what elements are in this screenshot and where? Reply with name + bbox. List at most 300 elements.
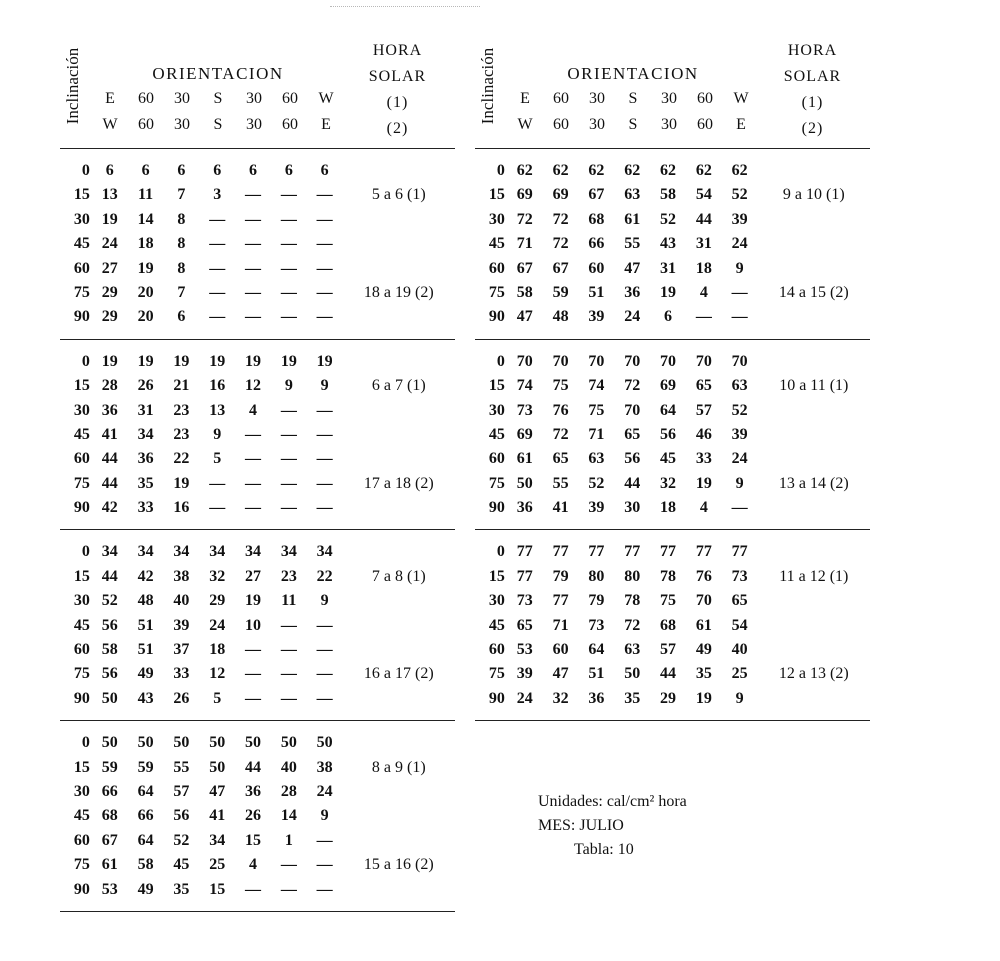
value-cell: 23 — [280, 567, 297, 585]
value-cell: 76 — [552, 401, 569, 419]
value-cell: — — [280, 235, 297, 253]
inclination-cell: 30 — [73, 401, 90, 419]
orientation-row-top — [92, 90, 344, 108]
inclination-cell: 45 — [73, 235, 90, 253]
value-cell: 71 — [516, 235, 533, 253]
value-cell: 70 — [695, 592, 712, 610]
value-cell: — — [316, 283, 333, 301]
value-cell: 70 — [695, 352, 712, 370]
dir-cell: 60 — [697, 116, 713, 133]
value-cell: 44 — [101, 450, 118, 468]
value-cell: 70 — [660, 352, 676, 370]
table-row — [60, 399, 455, 423]
value-cell: 18 — [695, 259, 712, 277]
value-cell: — — [245, 186, 261, 204]
value-cell: — — [245, 259, 261, 277]
table-row — [475, 638, 870, 662]
value-cell: 52 — [173, 831, 190, 849]
hora-solar-cell — [758, 447, 870, 471]
value-cell: 51 — [588, 665, 605, 683]
value-cell: — — [245, 665, 261, 683]
value-cell: 45 — [660, 450, 676, 468]
table-row — [475, 374, 870, 398]
table-block — [60, 721, 455, 911]
value-cell: 62 — [731, 162, 748, 179]
hora-solar-cell — [758, 159, 870, 183]
inclination-cell: 45 — [488, 616, 505, 634]
left-blocks — [60, 149, 455, 912]
dir-cell: E — [736, 116, 746, 133]
value-cell: 48 — [137, 592, 154, 610]
value-cell: 25 — [731, 665, 748, 683]
inclination-cell: 75 — [73, 665, 90, 683]
value-cell: — — [209, 235, 226, 253]
value-cell: 36 — [624, 283, 641, 301]
hora-solar-cell — [343, 257, 455, 281]
right-header — [475, 30, 870, 148]
value-cell: 11 — [138, 186, 154, 204]
value-cell: 6 — [249, 162, 257, 179]
inclination-cell: 0 — [81, 352, 90, 370]
value-cell: 77 — [660, 543, 676, 561]
value-cell: 80 — [624, 567, 641, 585]
value-cell: 6 — [141, 162, 150, 179]
dir-cell: S — [628, 90, 638, 107]
value-cell: 34 — [137, 543, 154, 561]
inclination-cell: 0 — [81, 734, 90, 752]
value-cell: 68 — [588, 210, 605, 228]
value-cells — [507, 232, 758, 256]
value-cell: — — [245, 235, 261, 253]
value-cell: — — [280, 856, 297, 874]
value-cell: 69 — [660, 377, 676, 395]
value-cell: 61 — [516, 450, 533, 468]
value-cell: 37 — [173, 641, 190, 659]
inclination-cell: 15 — [73, 758, 90, 776]
inclination-cell: 90 — [73, 308, 90, 326]
value-cell: 35 — [173, 880, 190, 898]
hora-solar-cell — [758, 208, 870, 232]
inclination-cell: 30 — [73, 592, 90, 610]
value-cell: 27 — [101, 259, 118, 277]
right-table — [475, 30, 870, 721]
orientation-heading: ORIENTACION — [567, 64, 699, 83]
value-cell: 65 — [552, 450, 569, 468]
right-blocks — [475, 149, 870, 721]
dir-cell: 30 — [589, 116, 605, 133]
value-cell: — — [280, 210, 297, 228]
value-cell: 19 — [316, 352, 333, 370]
value-cell: 72 — [552, 235, 569, 253]
block-rule — [60, 911, 455, 912]
value-cell: 52 — [731, 401, 748, 419]
value-cell: — — [316, 499, 333, 517]
value-cell: 75 — [588, 401, 605, 419]
value-cell: 31 — [695, 235, 712, 253]
table-row — [60, 305, 455, 329]
value-cell: 9 — [320, 807, 329, 825]
value-cell: 63 — [731, 377, 748, 395]
value-cell: — — [245, 283, 261, 301]
value-cell: 79 — [588, 592, 605, 610]
inclination-cell: 45 — [73, 425, 90, 443]
inclination-cell: 60 — [73, 259, 90, 277]
value-cell: 9 — [735, 259, 744, 277]
value-cell: 4 — [249, 856, 257, 874]
value-cell: 65 — [731, 592, 748, 610]
value-cells — [92, 350, 343, 374]
value-cell: 39 — [516, 665, 533, 683]
hora-solar-cell — [343, 589, 455, 613]
hora-solar-cell: 6 a 7 (1) — [371, 377, 426, 395]
dir-cell: 30 — [661, 90, 677, 107]
value-cell: 65 — [695, 377, 712, 395]
value-cell: 39 — [731, 210, 748, 228]
value-cell: 73 — [731, 567, 748, 585]
inclination-cell: 15 — [488, 567, 505, 585]
value-cell: 1 — [284, 831, 293, 849]
hora-solar-cell: 11 a 12 (1) — [779, 567, 849, 585]
inclination-cell: 90 — [488, 308, 505, 326]
value-cell: — — [316, 880, 333, 898]
value-cell: 50 — [280, 734, 297, 752]
value-cell: 6 — [320, 162, 329, 179]
value-cell: 74 — [588, 377, 605, 395]
value-cell: 77 — [516, 543, 533, 561]
inclination-cell: 30 — [73, 782, 90, 800]
value-cell: 13 — [209, 401, 226, 419]
value-cell: — — [280, 259, 297, 277]
value-cell: 19 — [695, 474, 712, 492]
value-cell: — — [280, 401, 297, 419]
inclination-cell: 75 — [488, 283, 505, 301]
value-cell: 30 — [624, 499, 641, 517]
dir-cell: E — [520, 90, 530, 107]
value-cells — [92, 614, 343, 638]
value-cell: 61 — [101, 856, 118, 874]
value-cell: 50 — [173, 734, 190, 752]
value-cell: 71 — [552, 616, 569, 634]
dir-cell: 30 — [174, 116, 190, 133]
value-cell: 4 — [699, 499, 708, 517]
table-row — [475, 589, 870, 613]
value-cell: 65 — [624, 425, 641, 443]
dir-cell: 60 — [282, 90, 298, 107]
value-cell: — — [316, 641, 333, 659]
value-cells — [92, 472, 343, 496]
value-cell: 54 — [731, 616, 748, 634]
value-cell: 60 — [552, 641, 569, 659]
value-cell: 27 — [245, 567, 261, 585]
hora-solar-cell — [758, 496, 870, 520]
hora-solar-cell: 10 a 11 (1) — [779, 377, 849, 395]
inclination-cell: 90 — [488, 499, 505, 517]
value-cells — [92, 374, 343, 398]
value-cell: 63 — [588, 450, 605, 468]
hora-solar-cell: 5 a 6 (1) — [371, 186, 426, 204]
hora-solar-cell — [758, 232, 870, 256]
value-cell: — — [316, 450, 333, 468]
table-row — [60, 281, 455, 305]
table-row — [60, 232, 455, 256]
table-row — [475, 687, 870, 711]
inclination-cell: 45 — [488, 425, 505, 443]
value-cell: 56 — [624, 450, 641, 468]
hora-solar-cell — [758, 540, 870, 564]
value-cell: 55 — [552, 474, 569, 492]
value-cell: 4 — [699, 283, 708, 301]
value-cells — [507, 423, 758, 447]
value-cells — [507, 399, 758, 423]
value-cell: 77 — [552, 592, 569, 610]
value-cell: 77 — [516, 567, 533, 585]
value-cell: 50 — [209, 758, 226, 776]
table-row — [60, 638, 455, 662]
table-row — [60, 565, 455, 589]
table-row — [60, 472, 455, 496]
value-cell: — — [280, 474, 297, 492]
value-cell: 77 — [695, 543, 712, 561]
inclination-cell: 15 — [73, 186, 90, 204]
value-cell: 50 — [516, 474, 533, 492]
value-cell: 47 — [209, 782, 226, 800]
value-cell: 6 — [105, 162, 114, 179]
value-cell: 9 — [735, 474, 744, 492]
dir-cell: 30 — [589, 90, 605, 107]
value-cell: 20 — [137, 283, 154, 301]
value-cells — [92, 589, 343, 613]
value-cell: 57 — [173, 782, 190, 800]
table-block — [475, 530, 870, 720]
hora-solar-cell — [758, 589, 870, 613]
table-row — [60, 687, 455, 711]
value-cell: 18 — [660, 499, 676, 517]
value-cell: 44 — [101, 567, 118, 585]
value-cell: — — [731, 283, 748, 301]
value-cell: 50 — [316, 734, 333, 752]
table-row — [475, 540, 870, 564]
table-row — [475, 159, 870, 183]
value-cell: 51 — [588, 283, 605, 301]
inclination-cell: 30 — [73, 210, 90, 228]
value-cell: 52 — [731, 186, 748, 204]
value-cells — [92, 638, 343, 662]
value-cells — [92, 780, 343, 804]
value-cell: 69 — [552, 186, 569, 204]
value-cell: 70 — [731, 352, 748, 370]
dir-cell: 60 — [553, 90, 569, 107]
value-cells — [507, 614, 758, 638]
table-row — [475, 614, 870, 638]
value-cells — [92, 423, 343, 447]
value-cell: 38 — [173, 567, 190, 585]
dir-cell: S — [213, 116, 223, 133]
dir-cell: W — [733, 90, 749, 107]
table-row — [60, 540, 455, 564]
hora-solar-cell — [758, 399, 870, 423]
dir-cell: 60 — [282, 116, 298, 133]
value-cell: 50 — [624, 665, 641, 683]
value-cell: 29 — [101, 308, 118, 326]
value-cell: 41 — [101, 425, 118, 443]
hora-solar-cell — [343, 496, 455, 520]
hora-solar-cell — [343, 687, 455, 711]
value-cell: 25 — [209, 856, 226, 874]
hora-solar-cell: 9 a 10 (1) — [782, 186, 845, 204]
value-cell: 72 — [624, 616, 641, 634]
table-row — [60, 208, 455, 232]
table-row — [60, 350, 455, 374]
table-row — [475, 305, 870, 329]
inclination-cell: 60 — [488, 259, 505, 277]
inclination-cell: 45 — [73, 616, 90, 634]
value-cell: — — [209, 210, 226, 228]
dir-cell: 30 — [661, 116, 677, 133]
value-cell: 40 — [731, 641, 748, 659]
value-cell: 20 — [137, 308, 154, 326]
value-cell: 62 — [695, 162, 712, 179]
value-cell: 58 — [660, 186, 676, 204]
value-cell: 50 — [101, 689, 118, 707]
value-cell: 36 — [245, 782, 261, 800]
value-cells — [92, 687, 343, 711]
value-cell: 47 — [552, 665, 569, 683]
inclination-cell: 30 — [488, 210, 505, 228]
value-cells — [507, 662, 758, 686]
orientation-row-bottom — [507, 116, 759, 134]
value-cells — [507, 257, 758, 281]
value-cell: 70 — [588, 352, 605, 370]
value-cell: 35 — [137, 474, 154, 492]
value-cells — [92, 756, 343, 780]
value-cell: 28 — [101, 377, 118, 395]
value-cell: — — [245, 880, 261, 898]
table-row — [60, 159, 455, 183]
hora-solar-cell — [343, 878, 455, 902]
value-cell: — — [209, 283, 226, 301]
dir-cell: E — [321, 116, 331, 133]
value-cell: 72 — [624, 377, 641, 395]
inclination-cell: 60 — [488, 450, 505, 468]
hora-solar-cell — [758, 423, 870, 447]
dir-cell: 30 — [246, 116, 262, 133]
inclination-cell: 60 — [73, 450, 90, 468]
hora-solar-cell — [343, 399, 455, 423]
value-cell: 78 — [660, 567, 676, 585]
hora-solar-cell — [758, 305, 870, 329]
value-cell: 44 — [245, 758, 261, 776]
value-cell: 36 — [137, 450, 154, 468]
value-cell: — — [245, 499, 261, 517]
value-cells — [92, 159, 343, 183]
inclination-cell: 60 — [73, 831, 90, 849]
value-cell: 72 — [552, 425, 569, 443]
inclination-cell: 30 — [488, 592, 505, 610]
value-cell: 6 — [664, 308, 672, 326]
value-cell: — — [280, 641, 297, 659]
value-cells — [507, 281, 758, 305]
value-cells — [507, 638, 758, 662]
value-cell: 75 — [552, 377, 569, 395]
value-cells — [92, 399, 343, 423]
value-cell: 51 — [137, 616, 154, 634]
dir-cell: 60 — [697, 90, 713, 107]
value-cell: 35 — [624, 689, 641, 707]
value-cell: — — [316, 856, 333, 874]
value-cell: 69 — [516, 425, 533, 443]
value-cell: — — [316, 616, 333, 634]
value-cell: 24 — [516, 689, 533, 707]
hora-solar-cell — [343, 540, 455, 564]
value-cells — [507, 447, 758, 471]
inclination-cell: 45 — [488, 235, 505, 253]
value-cells — [507, 183, 758, 207]
value-cell: 66 — [137, 807, 154, 825]
value-cell: 43 — [137, 689, 154, 707]
value-cell: 19 — [173, 474, 190, 492]
value-cell: — — [695, 308, 712, 326]
value-cell: 75 — [660, 592, 676, 610]
value-cell: 39 — [731, 425, 748, 443]
value-cells — [507, 540, 758, 564]
value-cell: 62 — [552, 162, 569, 179]
value-cell: 42 — [137, 567, 154, 585]
value-cell: 53 — [101, 880, 118, 898]
value-cell: 50 — [137, 734, 154, 752]
value-cell: 24 — [101, 235, 118, 253]
value-cell: 24 — [731, 450, 748, 468]
inclination-cell: 0 — [496, 352, 505, 370]
value-cell: 50 — [209, 734, 226, 752]
value-cell: 18 — [209, 641, 226, 659]
value-cell: 32 — [209, 567, 226, 585]
value-cells — [507, 565, 758, 589]
value-cell: 34 — [245, 543, 261, 561]
value-cell: 29 — [660, 689, 676, 707]
value-cell: 63 — [624, 186, 641, 204]
value-cell: — — [209, 308, 226, 326]
inclination-cell: 60 — [73, 641, 90, 659]
table-row — [60, 853, 455, 877]
value-cell: 57 — [660, 641, 676, 659]
value-cell: 58 — [516, 283, 533, 301]
value-cells — [507, 350, 758, 374]
value-cell: 70 — [552, 352, 569, 370]
value-cell: 33 — [173, 665, 190, 683]
value-cell: — — [245, 308, 261, 326]
value-cell: 47 — [516, 308, 533, 326]
dir-cell: S — [628, 116, 638, 133]
value-cell: 19 — [137, 352, 154, 370]
dir-cell: W — [102, 116, 118, 133]
block-rule — [475, 720, 870, 721]
value-cell: 51 — [137, 641, 154, 659]
hora-solar-cell: 8 a 9 (1) — [371, 758, 426, 776]
value-cells — [507, 305, 758, 329]
inclination-cell: 15 — [73, 377, 90, 395]
value-cell: 77 — [552, 543, 569, 561]
table-row — [475, 447, 870, 471]
hora-solar-cell — [343, 208, 455, 232]
table-block — [475, 340, 870, 530]
value-cell: 55 — [624, 235, 641, 253]
table-row — [475, 257, 870, 281]
value-cell: 49 — [137, 665, 154, 683]
hora-solar-cell: 17 a 18 (2) — [363, 474, 434, 492]
value-cell: 65 — [516, 616, 533, 634]
value-cell: 13 — [101, 186, 118, 204]
value-cell: 58 — [101, 641, 118, 659]
